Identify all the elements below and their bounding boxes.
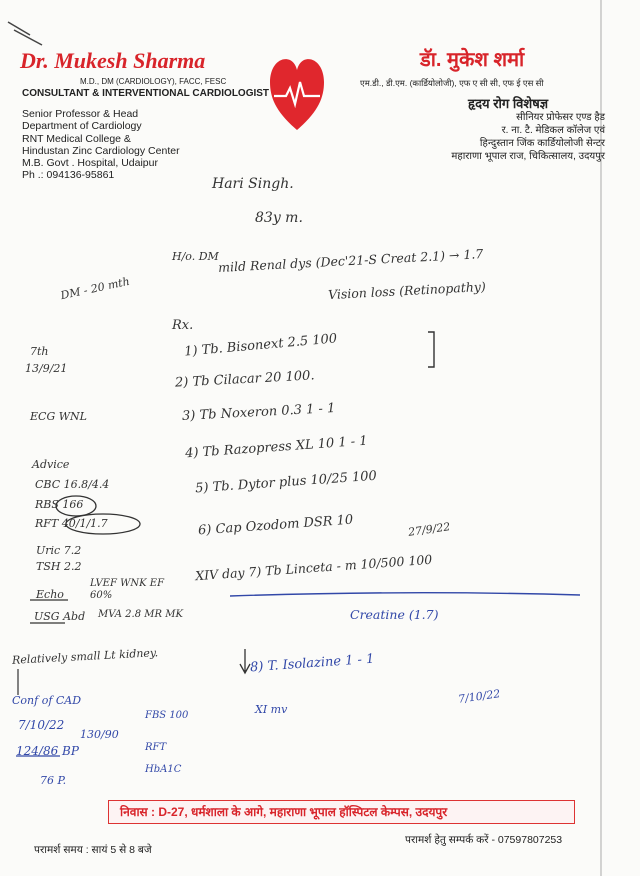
- left-date: 13/9/21: [25, 362, 68, 375]
- blue-underline: [230, 593, 580, 596]
- left-tsh: TSH 2.2: [36, 560, 82, 573]
- left-echo: Echo: [36, 588, 64, 601]
- doctor-name-hi: डॅा. मुकेश शर्मा: [420, 49, 525, 71]
- medication-3: 3) Tb Noxeron 0.3 1 - 1: [181, 400, 336, 425]
- left-cbc: CBC 16.8/4.4: [35, 478, 110, 491]
- address-en: Senior Professor & Head Department of Cardiology RNT Medical College & Hindustan Zinc Cardiology Center M.B. Govt . Hospital, Udaipur Ph .: 094136-95861: [22, 108, 180, 182]
- left-kidney: Relatively small Lt kidney.: [11, 646, 159, 667]
- address-hi: सीनियर प्रोफेसर एण्ड हैड र. ना. टै. मेडिकल कॉलेज एवं हिन्दुस्तान जिंक कार्डियोलोजी सेन्टर महाराणा भूपाल राज, चिकित्सालय, उदयपुर: [451, 112, 605, 162]
- diagnosis-1: mild Renal dys (Dec'21-S Creat 2.1) → 1.7: [217, 246, 484, 275]
- specialist-hi: हृदय रोग विशेषज्ञ: [468, 96, 549, 111]
- contact-number: परामर्श हेतु सम्पर्क करें - 07597807253: [405, 834, 563, 846]
- medication-2: 2) Tb Cilacar 20 100.: [174, 368, 315, 391]
- history: H/o. DM: [172, 250, 219, 263]
- medication-5: 5) Tb. Dytor plus 10/25 100: [194, 468, 378, 497]
- dm-duration: DM - 20 mth: [59, 274, 131, 303]
- title-en: CONSULTANT & INTERVENTIONAL CARDIOLOGIST: [22, 88, 270, 99]
- medication-6: 6) Cap Ozodom DSR 10: [197, 512, 354, 539]
- creatinine-note: Creatine (1.7): [350, 607, 439, 622]
- left-date2: 7/10/22: [18, 718, 65, 732]
- heart-logo-icon: [268, 52, 326, 132]
- xi-mv: XI mv: [255, 703, 288, 716]
- consultation-timing: परामर्श समय : सायं 5 से 8 बजे: [34, 844, 152, 856]
- medication-4: 4) Tb Razopress XL 10 1 - 1: [184, 433, 369, 462]
- left-uric: Uric 7.2: [36, 544, 82, 557]
- left-mva: MVA 2.8 MR MK: [98, 609, 183, 620]
- left-bp2: 130/90: [80, 728, 119, 741]
- left-bp: 124/86 BP: [16, 744, 79, 758]
- left-7th: 7th: [30, 345, 49, 358]
- patient-name: Hari Singh.: [212, 176, 294, 192]
- left-advice: Advice: [32, 458, 70, 471]
- left-usg: USG Abd: [34, 610, 86, 623]
- left-cad: Conf of CAD: [12, 694, 82, 707]
- qualifications-hi: एम.डी., डी.एम. (कार्डियोलोजी), एफ ए सी सी, एफ ई एस सी: [360, 78, 544, 88]
- qualifications-en: M.D., DM (CARDIOLOGY), FACC, FESC: [80, 77, 227, 86]
- left-ecg: ECG WNL: [30, 410, 87, 423]
- left-pr: 76 P.: [40, 774, 67, 787]
- left-hba1c: HbA1C: [145, 764, 182, 775]
- medication-1: 1) Tb. Bisonext 2.5 100: [183, 331, 338, 360]
- diagnosis-2: Vision loss (Retinopathy): [327, 278, 487, 303]
- left-echo-note: LVEF WNK EF 60%: [90, 578, 165, 601]
- left-rft2: RFT: [145, 742, 167, 753]
- medication-7: XIV day 7) Tb Linceta - m 10/500 100: [194, 551, 433, 584]
- left-fbs: FBS 100: [145, 710, 189, 721]
- date-2: 7/10/22: [457, 687, 502, 706]
- left-rft: RFT 40/1/1.7: [35, 517, 108, 530]
- medication-8: 8) T. Isolazine 1 - 1: [249, 651, 375, 676]
- date-1: 27/9/22: [407, 520, 452, 539]
- rx-symbol: Rx.: [172, 318, 194, 333]
- residence-text: निवास : D-27, धर्मशाला के आगे, महाराणा भूपाल हॉस्पिटल केम्पस, उदयपुर: [120, 805, 448, 819]
- patient-age: 83y m.: [255, 210, 303, 226]
- doctor-name-en: Dr. Mukesh Sharma: [20, 48, 206, 73]
- left-rbs: RBS 166: [35, 498, 84, 511]
